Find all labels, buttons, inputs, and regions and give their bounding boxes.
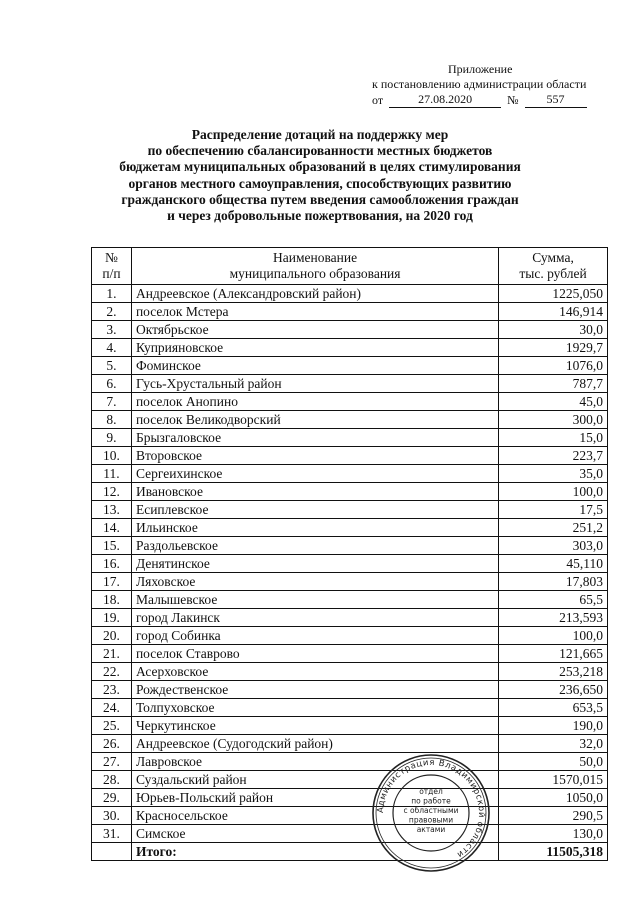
table-header-row [92,248,608,285]
total-row [92,843,608,861]
table-row [92,339,608,357]
resolution-reference: к постановлению администрации области [372,77,587,91]
subsidy-amount: 1570,015 [499,771,608,789]
table-row [92,483,608,501]
stamp-ring-text: Администрация Владимирской области [375,757,487,860]
table-row [92,825,608,843]
table-row [92,411,608,429]
row-number: 2. [92,303,132,321]
subsidy-amount: 17,5 [499,501,608,519]
row-number: 13. [92,501,132,519]
table-row [92,285,608,303]
municipality-name: Фоминское [131,357,498,375]
header-sum: Сумма, тыс. рублей [499,248,608,285]
subsidy-amount: 45,0 [499,393,608,411]
row-number: 16. [92,555,132,573]
stamp-inner-line: актами [416,825,446,834]
title-line: органов местного самоуправления, способствующих развитию [128,175,512,191]
total-empty-cell [92,843,132,861]
row-number: 18. [92,591,132,609]
subsidy-amount: 1076,0 [499,357,608,375]
municipality-name: Гусь-Хрустальный район [131,375,498,393]
stamp-inner-line: с областными [403,806,459,815]
municipality-name: Юрьев-Польский район [131,789,498,807]
stamp-inner-line: правовыми [408,815,454,825]
row-number: 17. [92,573,132,591]
subsidy-amount: 303,0 [499,537,608,555]
official-stamp-seal [370,752,492,874]
municipality-name: Асерховское [131,663,498,681]
municipality-name: Малышевское [131,591,498,609]
subsidy-amount: 100,0 [499,627,608,645]
subsidy-amount: 1225,050 [499,285,608,303]
title-line: бюджетам муниципальных образований в целях стимулирования [119,159,521,175]
table-row [92,303,608,321]
municipality-name: Толпуховское [131,699,498,717]
title-line: Распределение дотаций на поддержку мер [191,127,449,142]
table-row [92,465,608,483]
appendix-label: Приложение [448,62,513,76]
subsidy-amount: 35,0 [499,465,608,483]
municipality-name: Второвское [131,447,498,465]
municipality-name: Сергеихинское [131,465,498,483]
header-num: № п/п [92,248,132,285]
date-prefix: от [372,93,384,107]
subsidy-amount: 32,0 [499,735,608,753]
total-sum: 11505,318 [499,843,608,861]
subsidy-amount: 290,5 [499,807,608,825]
row-number: 25. [92,717,132,735]
municipality-name: Черкутинское [131,717,498,735]
subsidy-amount: 121,665 [499,645,608,663]
table-row [92,537,608,555]
municipality-name: Красносельское [131,807,498,825]
municipality-name: поселок Великодворский [131,411,498,429]
subsidy-amount: 50,0 [499,753,608,771]
row-number: 3. [92,321,132,339]
row-number: 26. [92,735,132,753]
municipality-name: Денятинское [131,555,498,573]
title-line: гражданского общества путем введения самообложения граждан [121,191,519,207]
table-row [92,375,608,393]
row-number: 24. [92,699,132,717]
table-row [92,501,608,519]
subsidy-amount: 1050,0 [499,789,608,807]
subsidy-amount: 213,593 [499,609,608,627]
row-number: 31. [92,825,132,843]
subsidy-amount: 45,110 [499,555,608,573]
title-line: и через добровольные пожертвования, на 2020 год [167,208,473,224]
row-number: 5. [92,357,132,375]
table-row [92,591,608,609]
municipality-name: Суздальский район [131,771,498,789]
subsidy-amount: 190,0 [499,717,608,735]
municipality-name: Октябрьское [131,321,498,339]
table-row [92,357,608,375]
resolution-date-number [360,92,610,108]
table-row [92,321,608,339]
table-row [92,753,608,771]
municipality-name: Андреевское (Судогодский район) [131,735,498,753]
number-prefix: № [507,93,519,107]
table-row [92,627,608,645]
municipality-name: Андреевское (Александровский район) [131,285,498,303]
municipality-name: Куприяновское [131,339,498,357]
table-row [92,519,608,537]
subsidy-amount: 251,2 [499,519,608,537]
table-row [92,699,608,717]
municipality-name: поселок Мстера [131,303,498,321]
stamp-inner-line: отдел [419,787,443,796]
row-number: 29. [92,789,132,807]
row-number: 19. [92,609,132,627]
row-number: 7. [92,393,132,411]
municipality-name: Лавровское [131,753,498,771]
municipality-name: город Лакинск [131,609,498,627]
table-row [92,771,608,789]
row-number: 8. [92,411,132,429]
municipality-name: Раздольевское [131,537,498,555]
subsidy-amount: 253,218 [499,663,608,681]
subsidy-amount: 146,914 [499,303,608,321]
header-name: Наименование муниципального образования [131,248,498,285]
subsidy-amount: 15,0 [499,429,608,447]
row-number: 14. [92,519,132,537]
row-number: 20. [92,627,132,645]
row-number: 12. [92,483,132,501]
table-row [92,681,608,699]
row-number: 27. [92,753,132,771]
subsidy-amount: 130,0 [499,825,608,843]
table-row [92,393,608,411]
row-number: 4. [92,339,132,357]
municipality-name: Ивановское [131,483,498,501]
table-row [92,663,608,681]
row-number: 1. [92,285,132,303]
municipality-name: Есиплевское [131,501,498,519]
table-row [92,645,608,663]
table-row [92,429,608,447]
row-number: 11. [92,465,132,483]
subsidy-amount: 65,5 [499,591,608,609]
row-number: 6. [92,375,132,393]
subsidy-amount: 300,0 [499,411,608,429]
total-label: Итого: [131,843,498,861]
table-row [92,573,608,591]
subsidy-amount: 100,0 [499,483,608,501]
stamp-inner-line: по работе [411,796,451,806]
municipality-name: Ильинское [131,519,498,537]
municipality-name: город Собинка [131,627,498,645]
municipality-name: поселок Ставрово [131,645,498,663]
municipality-name: Ляховское [131,573,498,591]
municipality-name: Брызгаловское [131,429,498,447]
table-row [92,789,608,807]
subsidy-amount: 1929,7 [499,339,608,357]
subsidy-amount: 17,803 [499,573,608,591]
title-line: по обеспечению сбалансированности местных бюджетов [147,143,493,159]
subsidy-amount: 787,7 [499,375,608,393]
row-number: 10. [92,447,132,465]
row-number: 22. [92,663,132,681]
row-number: 15. [92,537,132,555]
subsidy-amount: 30,0 [499,321,608,339]
row-number: 21. [92,645,132,663]
table-row [92,555,608,573]
row-number: 28. [92,771,132,789]
municipality-name: Рождественское [131,681,498,699]
table-row [92,735,608,753]
municipality-name: Симское [131,825,498,843]
table-row [92,807,608,825]
table-row [92,609,608,627]
municipality-name: поселок Анопино [131,393,498,411]
row-number: 30. [92,807,132,825]
table-row [92,717,608,735]
resolution-number: 557 [525,92,587,108]
row-number: 9. [92,429,132,447]
subsidy-amount: 653,5 [499,699,608,717]
table-row [92,447,608,465]
row-number: 23. [92,681,132,699]
subsidy-table [91,247,608,861]
subsidy-amount: 236,650 [499,681,608,699]
resolution-date: 27.08.2020 [389,92,501,108]
document-title [110,127,530,224]
subsidy-amount: 223,7 [499,447,608,465]
document-header [360,62,610,108]
